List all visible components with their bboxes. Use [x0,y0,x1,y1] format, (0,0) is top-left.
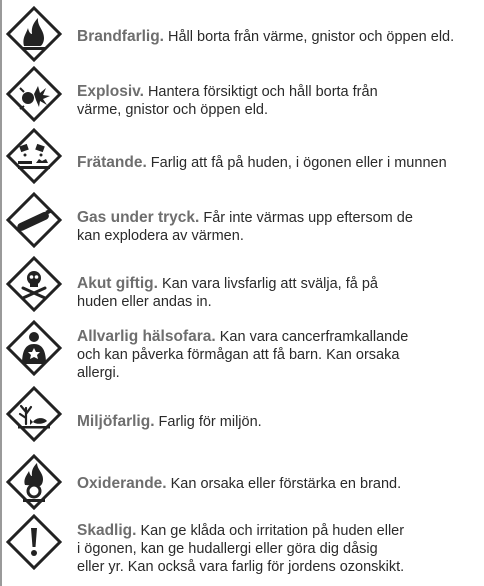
exploding-bomb-icon [6,66,62,122]
hazard-description-line: Kan ge klåda och irritation på huden eller [140,523,405,539]
skull-crossbones-icon [6,256,62,312]
hazard-title: Explosiv. [77,83,144,100]
hazard-title: Gas under tryck. [77,209,200,226]
hazard-title: Brandfarlig. [77,28,164,45]
corrosion-icon [6,128,62,184]
hazard-title: Skadlig. [77,522,137,539]
hazard-description-line: Kan vara cancerframkallande [219,329,409,345]
hazard-description-line: Hantera försiktigt och håll borta från [147,84,378,100]
hazard-text [77,475,477,493]
hazard-description-line: Håll borta från värme, gnistor och öppen eld. [168,29,455,45]
hazard-text [77,154,477,172]
hazard-text [77,413,477,431]
hazard-description-line: Farlig att få på huden, i ögonen eller i munnen [150,155,447,171]
exclamation-mark-icon [6,514,62,570]
hazard-text [77,275,477,311]
hazard-text [77,209,477,245]
left-border [0,0,2,586]
hazard-description-line: Kan vara livsfarlig att svälja, få på [161,276,378,292]
hazard-description-line: värme, gnistor och öppen eld. [77,102,269,118]
hazard-description-line: Farlig för miljön. [158,414,262,430]
hazard-description-line: huden eller andas in. [77,294,212,310]
hazard-title: Oxiderande. [77,475,167,492]
hazard-text [77,328,477,382]
hazard-description-line: i ögonen, kan ge hudallergi eller göra dig dåsig [77,541,378,557]
flame-over-circle-icon [6,454,62,510]
hazard-text [77,83,477,119]
flame-icon [6,6,62,62]
hazard-title: Allvarlig hälsofara. [77,328,216,345]
hazard-description-line: och kan påverka förmågan att få barn. Kan orsaka [77,347,400,363]
hazard-title: Akut giftig. [77,275,158,292]
hazard-description-line: kan explodera av värmen. [77,228,244,244]
gas-cylinder-icon [6,192,62,248]
hazard-description-line: eller yr. Kan också vara farlig för jordens ozonskikt. [77,559,405,575]
hazard-title: Frätande. [77,154,147,171]
hazard-text [77,28,477,46]
health-hazard-icon [6,320,62,376]
hazard-description-line: Får inte värmas upp eftersom de [203,210,413,226]
hazard-text [77,522,477,576]
environment-icon [6,386,62,442]
hazard-description-line: Kan orsaka eller förstärka en brand. [170,476,402,492]
hazard-description-line: allergi. [77,365,120,381]
hazard-title: Miljöfarlig. [77,413,155,430]
